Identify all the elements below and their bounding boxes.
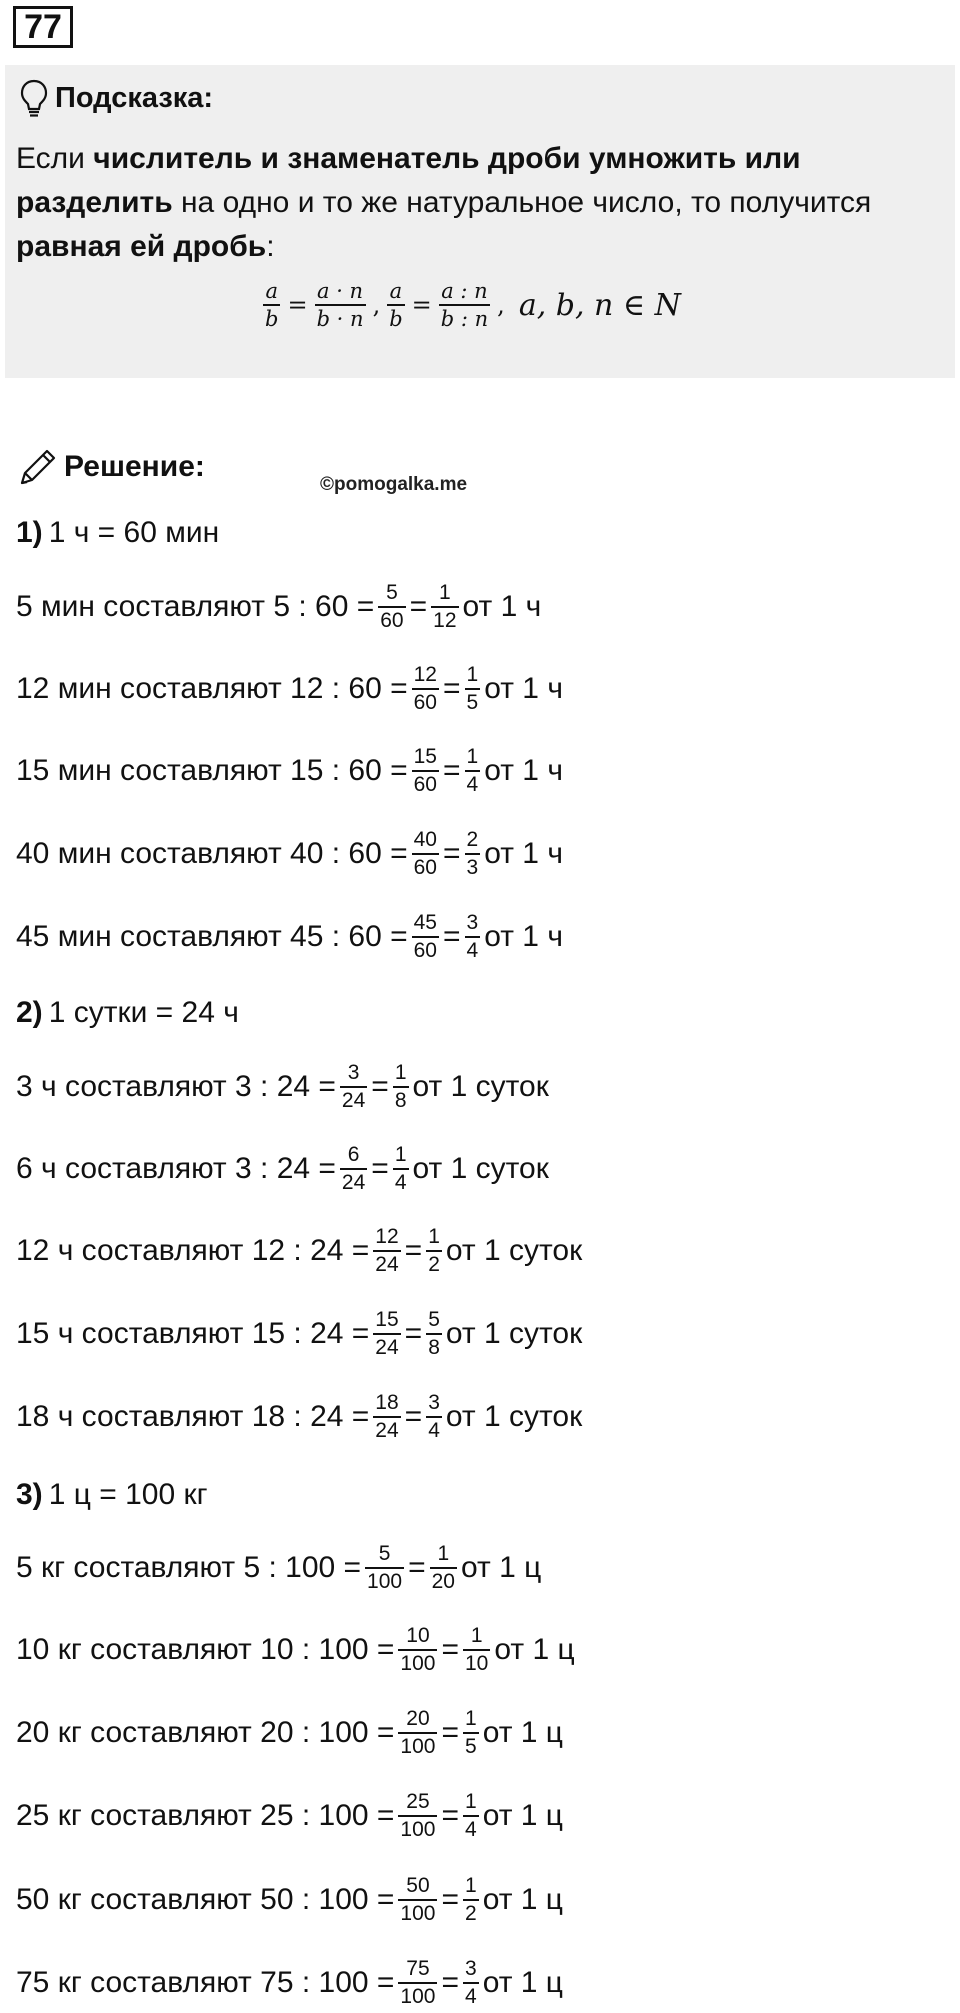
numerator: 3 <box>428 1391 440 1414</box>
line-suffix: от 1 ц <box>482 1799 563 1833</box>
solution-line <box>16 1958 563 2008</box>
fraction <box>426 1392 442 1442</box>
pencil-icon <box>16 445 60 489</box>
equals-sign: = <box>404 1234 423 1268</box>
numerator: 45 <box>413 911 437 934</box>
fraction <box>463 1791 479 1841</box>
line-suffix: от 1 ц <box>460 1551 542 1585</box>
hint-text-1: Если <box>16 142 94 175</box>
fraction <box>373 1392 400 1442</box>
numerator: 3 <box>466 911 479 934</box>
line-prefix: 12 ч составляют 12 : 24 = <box>16 1234 370 1268</box>
numerator: 1 <box>394 1143 407 1166</box>
equals-sign: = <box>411 291 432 319</box>
fraction <box>463 1625 490 1675</box>
line-prefix: 10 кг составляют 10 : 100 = <box>16 1633 395 1667</box>
line-prefix: 50 кг составляют 50 : 100 = <box>16 1883 395 1917</box>
fraction <box>378 582 405 632</box>
section-text: 1 ц = 100 кг <box>48 1478 208 1511</box>
solution-line <box>16 1625 575 1675</box>
hint-formula <box>260 265 681 345</box>
numerator: 1 <box>428 1225 440 1248</box>
section-heading <box>16 996 239 1030</box>
lightbulb-icon <box>19 78 49 118</box>
fraction <box>393 1062 409 1112</box>
fraction <box>398 1791 437 1841</box>
fraction <box>465 912 481 962</box>
hint-bold-1: числитель и знаменатель дроби умножить или разделить <box>16 142 801 219</box>
numerator: 10 <box>406 1624 430 1647</box>
fraction <box>463 1875 479 1925</box>
line-suffix: от 1 суток <box>445 1234 583 1268</box>
fraction <box>465 746 481 796</box>
numerator: 6 <box>347 1143 360 1166</box>
solution-line <box>16 829 563 879</box>
denominator: 24 <box>340 1168 367 1194</box>
numerator: 1 <box>465 1874 477 1897</box>
numerator: 5 <box>428 1308 440 1331</box>
hint-header <box>19 75 213 121</box>
fraction <box>393 1144 409 1194</box>
numerator: 1 <box>437 1542 450 1565</box>
denominator: 3 <box>465 853 481 879</box>
numerator: 15 <box>413 745 437 768</box>
denominator: 60 <box>378 606 405 632</box>
line-prefix: 25 кг составляют 25 : 100 = <box>16 1799 395 1833</box>
equals-sign: = <box>442 920 461 954</box>
line-prefix: 15 мин составляют 15 : 60 = <box>16 754 408 788</box>
solution-line <box>16 1309 582 1359</box>
line-suffix: от 1 ч <box>484 837 563 871</box>
equals-sign: = <box>442 837 461 871</box>
denominator: 4 <box>393 1168 409 1194</box>
line-prefix: 18 ч составляют 18 : 24 = <box>16 1400 370 1434</box>
numerator: 1 <box>465 1707 477 1730</box>
fraction <box>412 829 439 879</box>
line-prefix: 20 кг составляют 20 : 100 = <box>16 1716 395 1750</box>
fraction: $\frac{a \cdot n}{b \cdot n}$ <box>316 278 364 331</box>
denominator: 5 <box>463 1732 479 1758</box>
fraction <box>412 664 439 714</box>
denominator: 4 <box>426 1416 442 1442</box>
line-prefix: 15 ч составляют 15 : 24 = <box>16 1317 370 1351</box>
denominator: 8 <box>426 1333 442 1359</box>
fraction <box>398 1625 437 1675</box>
denominator: 4 <box>465 936 481 962</box>
fraction <box>398 1708 437 1758</box>
equals-sign: = <box>371 1152 389 1186</box>
section-label: 3) <box>16 1478 43 1511</box>
denominator: 100 <box>398 1649 437 1675</box>
denominator: 100 <box>398 1732 437 1758</box>
denominator: 24 <box>373 1416 400 1442</box>
hint-bold-2: равная ей дробь <box>16 230 267 263</box>
fraction <box>426 1309 442 1359</box>
fraction <box>373 1309 400 1359</box>
denominator: 12 <box>431 606 458 632</box>
equals-sign: = <box>287 291 308 319</box>
denominator: 24 <box>340 1086 367 1112</box>
equals-sign: = <box>371 1070 389 1104</box>
section-heading <box>16 516 219 550</box>
line-suffix: от 1 ц <box>494 1633 575 1667</box>
denominator: 60 <box>412 688 439 714</box>
line-prefix: 12 мин составляют 12 : 60 = <box>16 672 408 706</box>
line-prefix: 40 мин составляют 40 : 60 = <box>16 837 408 871</box>
line-prefix: 75 кг составляют 75 : 100 = <box>16 1966 395 2000</box>
numerator: 3 <box>347 1061 360 1084</box>
fraction <box>398 1958 437 2008</box>
denominator: 24 <box>373 1250 400 1276</box>
numerator: 2 <box>466 828 479 851</box>
line-suffix: от 1 суток <box>412 1152 549 1186</box>
section-text: 1 ч = 60 мин <box>48 516 220 549</box>
solution-line <box>16 1226 582 1276</box>
denominator: 24 <box>373 1333 400 1359</box>
numerator: 1 <box>465 1790 477 1813</box>
hint-text-3: : <box>266 230 275 263</box>
solution-line <box>16 1144 549 1194</box>
line-suffix: от 1 ч <box>484 672 563 706</box>
hint-text <box>16 137 941 269</box>
numerator: 12 <box>375 1225 399 1248</box>
equals-sign: = <box>441 1799 459 1833</box>
denominator: 20 <box>430 1567 457 1593</box>
equals-sign: = <box>441 1633 459 1667</box>
numerator: 5 <box>378 1542 391 1565</box>
equals-sign: = <box>441 1883 459 1917</box>
fraction <box>463 1708 479 1758</box>
denominator: 100 <box>398 1899 437 1925</box>
denominator: 4 <box>463 1815 479 1841</box>
denominator: 2 <box>463 1899 479 1925</box>
line-suffix: от 1 суток <box>412 1070 549 1104</box>
line-prefix: 45 мин составляют 45 : 60 = <box>16 920 408 954</box>
numerator: 75 <box>406 1957 430 1980</box>
equals-sign: = <box>404 1317 423 1351</box>
watermark: ©pomogalka.me <box>320 474 468 495</box>
denominator: 10 <box>463 1649 490 1675</box>
numerator: 50 <box>406 1874 430 1897</box>
solution-line <box>16 912 563 962</box>
solution-heading: Решение: <box>64 450 205 483</box>
solution-line <box>16 1708 563 1758</box>
fraction <box>463 1958 479 2008</box>
equals-sign: = <box>441 1966 459 2000</box>
section-label: 2) <box>16 996 43 1029</box>
denominator: 60 <box>412 770 439 796</box>
numerator: 20 <box>406 1707 430 1730</box>
numerator: 12 <box>413 663 437 686</box>
line-suffix: от 1 суток <box>445 1400 583 1434</box>
line-suffix: от 1 суток <box>445 1317 583 1351</box>
fraction <box>465 664 481 714</box>
fraction <box>426 1226 442 1276</box>
line-suffix: от 1 ч <box>484 920 563 954</box>
solution-line <box>16 1791 563 1841</box>
denominator: 4 <box>465 770 481 796</box>
numerator: 15 <box>375 1308 399 1331</box>
solution-line <box>16 1543 541 1593</box>
section-heading <box>16 1478 208 1512</box>
fraction <box>398 1875 437 1925</box>
fraction: $\frac{a}{b}$ <box>389 278 403 331</box>
solution-header <box>16 442 205 492</box>
hint-text-2: на одно и то же натуральное число, то получится <box>172 186 872 219</box>
fraction: $\frac{a}{b}$ <box>265 278 279 331</box>
line-suffix: от 1 ц <box>482 1966 563 2000</box>
denominator: 100 <box>398 1815 437 1841</box>
equals-sign: = <box>404 1400 423 1434</box>
solution-line <box>16 664 563 714</box>
numerator: 1 <box>466 745 479 768</box>
hint-heading: Подсказка: <box>55 81 214 114</box>
line-suffix: от 1 ч <box>462 590 542 624</box>
fraction <box>465 829 481 879</box>
fraction <box>373 1226 400 1276</box>
denominator: 8 <box>393 1086 409 1112</box>
fraction <box>412 746 439 796</box>
equals-sign: = <box>442 754 461 788</box>
formula-tail: a, b, n ∈ N <box>518 287 681 323</box>
solution-line <box>16 1875 563 1925</box>
denominator: 60 <box>412 936 439 962</box>
denominator: 4 <box>463 1982 479 2008</box>
numerator: 40 <box>413 828 437 851</box>
solution-line <box>16 1062 549 1112</box>
section-text: 1 сутки = 24 ч <box>48 996 239 1029</box>
solution-line <box>16 746 563 796</box>
denominator: 100 <box>365 1567 404 1593</box>
denominator: 100 <box>398 1982 437 2008</box>
denominator: 2 <box>426 1250 442 1276</box>
numerator: 1 <box>466 663 479 686</box>
numerator: 18 <box>375 1391 399 1414</box>
fraction <box>431 582 458 632</box>
fraction <box>430 1543 457 1593</box>
fraction <box>412 912 439 962</box>
fraction <box>365 1543 404 1593</box>
section-label: 1) <box>16 516 43 549</box>
fraction <box>340 1144 367 1194</box>
equals-sign: = <box>442 672 461 706</box>
line-prefix: 5 кг составляют 5 : 100 = <box>16 1551 362 1585</box>
problem-number: 77 <box>13 6 73 48</box>
equals-sign: = <box>409 590 428 624</box>
numerator: 1 <box>470 1624 483 1647</box>
line-prefix: 3 ч составляют 3 : 24 = <box>16 1070 336 1104</box>
line-suffix: от 1 ц <box>482 1883 563 1917</box>
denominator: 5 <box>465 688 481 714</box>
fraction: $\frac{a : n}{b : n}$ <box>440 278 489 331</box>
comma: , <box>497 291 505 319</box>
comma: , <box>372 291 381 319</box>
line-prefix: 5 мин составляют 5 : 60 = <box>16 590 375 624</box>
line-suffix: от 1 ч <box>484 754 563 788</box>
numerator: 1 <box>394 1061 407 1084</box>
equals-sign: = <box>441 1716 459 1750</box>
line-suffix: от 1 ц <box>482 1716 563 1750</box>
solution-line <box>16 1392 582 1442</box>
numerator: 25 <box>406 1790 430 1813</box>
fraction <box>340 1062 367 1112</box>
denominator: 60 <box>412 853 439 879</box>
line-prefix: 6 ч составляют 3 : 24 = <box>16 1152 336 1186</box>
numerator: 5 <box>386 581 398 604</box>
solution-line <box>16 582 541 632</box>
equals-sign: = <box>408 1551 426 1585</box>
hint-box <box>5 65 955 378</box>
numerator: 3 <box>465 1957 477 1980</box>
numerator: 1 <box>438 581 451 604</box>
